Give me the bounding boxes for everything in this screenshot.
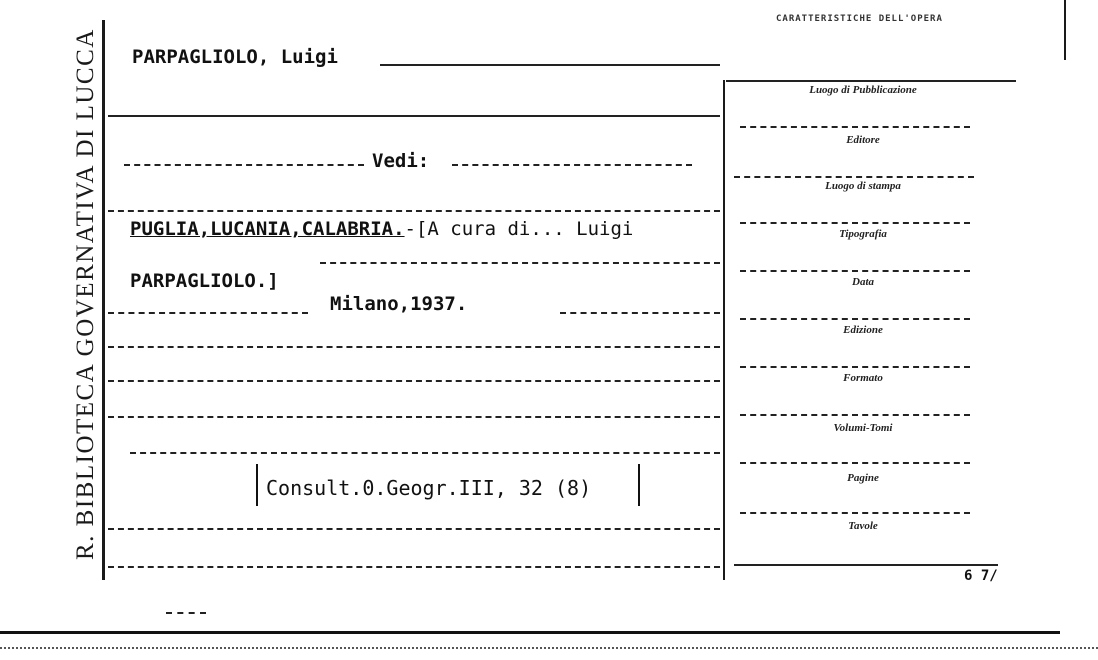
- field-rule-2: [734, 176, 974, 178]
- rule-11: [130, 452, 720, 454]
- author-name: PARPAGLIOLO, Luigi: [132, 46, 338, 68]
- rule-8: [108, 346, 720, 348]
- corner-mark: 6 7/: [964, 568, 998, 584]
- rule-1: [108, 115, 720, 117]
- rule-5: [320, 262, 720, 264]
- scan-noise-strip: [0, 647, 1098, 655]
- field-label-pages: Pagine: [847, 472, 879, 484]
- field-label-volumes: Volumi-Tomi: [833, 422, 893, 434]
- field-label-date: Data: [852, 276, 874, 288]
- field-label-place-printing: Luogo di stampa: [825, 180, 901, 192]
- card-header: CARATTERISTICHE DELL'OPERA: [776, 14, 943, 24]
- field-label-publisher: Editore: [846, 134, 880, 146]
- rule-12: [108, 528, 720, 530]
- field-rule-1: [740, 126, 970, 128]
- rule-4: [108, 210, 720, 212]
- publication-place-year: Milano,1937.: [330, 293, 468, 315]
- field-label-format: Formato: [843, 372, 883, 384]
- title-line-2: PARPAGLIOLO.]: [130, 270, 279, 292]
- title-editor: -[A cura di... Luigi: [404, 218, 634, 240]
- library-name-vertical: R. BIBLIOTECA GOVERNATIVA DI LUCCA: [72, 28, 99, 560]
- shelfmark: Consult.0.Geogr.III, 32 (8): [266, 476, 592, 500]
- rule-9: [108, 380, 720, 382]
- field-rule-8: [740, 462, 970, 464]
- rule-7: [560, 312, 720, 314]
- field-label-place-publication: Luogo di Pubblicazione: [809, 84, 917, 96]
- rule-author: [380, 64, 720, 66]
- rule-2: [124, 164, 364, 166]
- field-rule-5: [740, 318, 970, 320]
- bottom-stub: [166, 612, 206, 614]
- left-margin-rule: [102, 20, 105, 580]
- rule-6: [108, 312, 308, 314]
- field-label-plates: Tavole: [848, 520, 878, 532]
- field-rule-top: [726, 80, 1016, 82]
- field-rule-9: [740, 512, 970, 514]
- field-label-edition: Edizione: [843, 324, 883, 336]
- rule-13: [108, 566, 720, 568]
- fields-column-rule: [723, 80, 725, 580]
- rule-10: [108, 416, 720, 418]
- field-rule-7: [740, 414, 970, 416]
- title-line-1: [130, 218, 633, 240]
- right-edge-rule: [1064, 0, 1066, 60]
- field-rule-4: [740, 270, 970, 272]
- card-bottom-edge: [0, 631, 1060, 634]
- see-label: Vedi:: [372, 150, 430, 172]
- title-subject: PUGLIA,LUCANIA,CALABRIA.: [130, 218, 405, 240]
- field-rule-bottom: [734, 564, 998, 566]
- rule-3: [452, 164, 692, 166]
- field-label-printer: Tipografia: [839, 228, 887, 240]
- field-rule-3: [740, 222, 970, 224]
- field-rule-6: [740, 366, 970, 368]
